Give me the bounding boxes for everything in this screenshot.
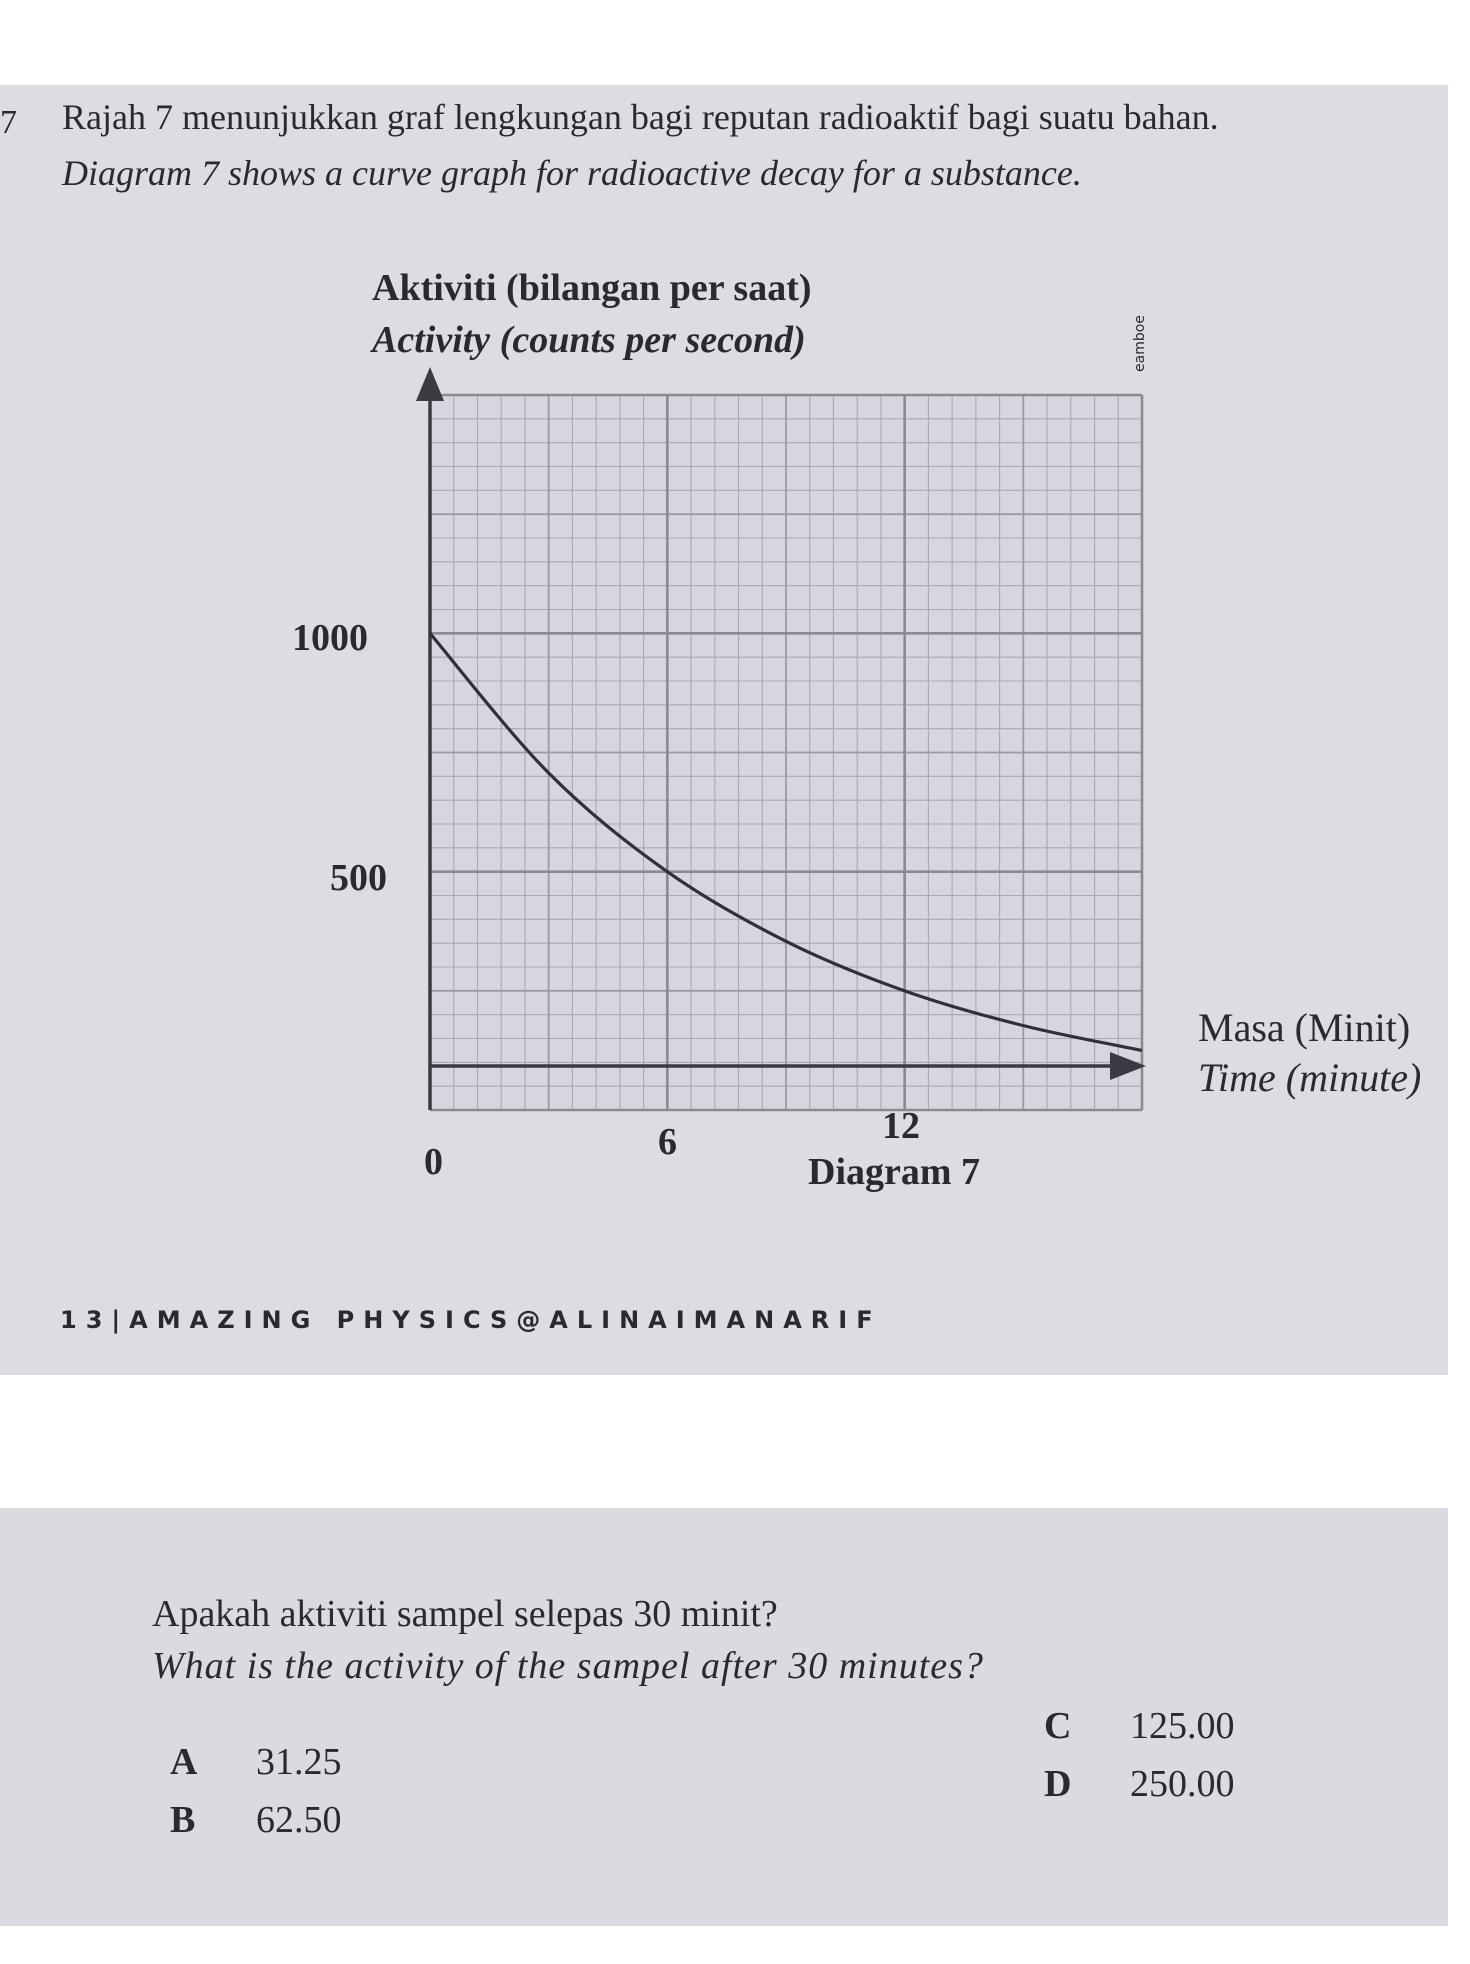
option-value-a: 31.25 <box>256 1741 342 1783</box>
option-c[interactable] <box>1044 1704 1235 1748</box>
prompt-en: What is the activity of the sampel after 30 minutes? <box>152 1645 984 1687</box>
y-tick-label-500: 500 <box>330 857 387 899</box>
x-tick-label-0: 0 <box>424 1141 443 1183</box>
y-axis-arrow <box>416 367 444 401</box>
option-b[interactable] <box>170 1798 342 1842</box>
option-a[interactable] <box>170 1740 342 1784</box>
x-axis-label-en: Time (minute) <box>1198 1055 1422 1100</box>
y-tick-label-1000: 1000 <box>292 617 368 659</box>
option-value-b: 62.50 <box>256 1799 342 1841</box>
option-d[interactable] <box>1044 1762 1235 1806</box>
page-footer: 13|AMAZING PHYSICS@ALINAIMANARIF <box>60 1306 882 1334</box>
question-number: 7 <box>0 104 17 141</box>
x-axis-label-ms: Masa (Minit) <box>1198 1005 1411 1050</box>
option-letter-c: C <box>1044 1705 1072 1747</box>
question-statement-ms: Rajah 7 menunjukkan graf lengkungan bagi reputan radioaktif bagi suatu bahan. <box>62 97 1219 137</box>
y-axis-label-ms: Aktiviti (bilangan per saat) <box>372 267 812 309</box>
option-letter-d: D <box>1044 1763 1072 1805</box>
option-value-c: 125.00 <box>1130 1705 1235 1747</box>
option-letter-a: A <box>170 1741 198 1783</box>
option-value-d: 250.00 <box>1130 1763 1235 1805</box>
diagram-caption: Diagram 7 <box>808 1151 981 1193</box>
option-letter-b: B <box>170 1799 196 1841</box>
x-tick-label-6: 6 <box>658 1121 677 1163</box>
side-mark: eamboe <box>1132 315 1148 372</box>
grid-minor <box>430 395 1142 1110</box>
y-axis-label-en: Activity (counts per second) <box>372 319 806 361</box>
x-tick-label-12: 12 <box>882 1105 920 1147</box>
question-statement-en: Diagram 7 shows a curve graph for radioactive decay for a substance. <box>62 153 1082 193</box>
prompt-ms: Apakah aktiviti sampel selepas 30 minit? <box>152 1593 778 1635</box>
